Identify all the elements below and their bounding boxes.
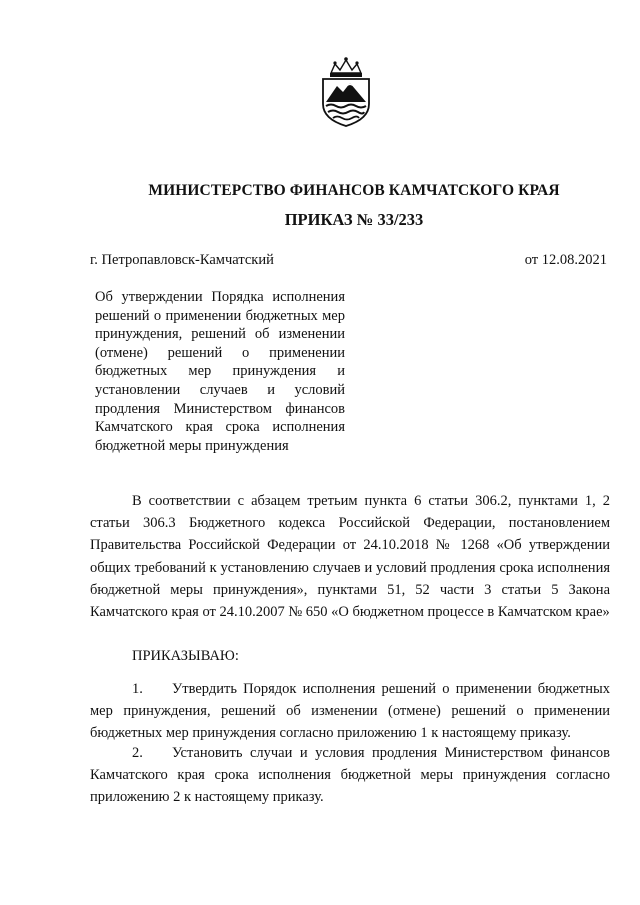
order-item-number: 2.: [132, 745, 143, 761]
preamble-paragraph: В соответствии с абзацем третьим пункта 6 статьи 306.2, пунктами 1, 2 статьи 306.3 Бюджетного кодекса Российской Федерации, постановлением Правительства Российской Федерации от 24.10.2018 № 1268 «Об утверждении общих требований к установлению случаев и условий продления срока исполнения бюджетной меры принуждения», пунктами 51, 52 части 3 статьи 5 Закона Камчатского края от 24.10.2007 № 650 «О бюджетном процессе в Камчатском крае»: [90, 493, 610, 621]
order-date: от 12.08.2021: [524, 252, 607, 268]
kamchatka-coat-of-arms-icon: [317, 56, 375, 128]
order-city: г. Петропавловск-Камчатский: [90, 252, 274, 268]
order-item-text: Установить случаи и условия продления Министерством финансов Камчатского края срока исполнения бюджетной меры принуждения согласно приложению 2 к настоящему приказу.: [90, 745, 610, 806]
ministry-title: МИНИСТЕРСТВО ФИНАНСОВ КАМЧАТСКОГО КРАЯ: [148, 182, 560, 199]
order-subject: Об утверждении Порядка исполнения решений о применении бюджетных мер принуждения, решений об изменении (отмене) решений о применении бюджетных мер принуждения и установлении случаев и условий продления Министерством финансов Камчатского края срока исполнения бюджетной меры принуждения: [95, 289, 345, 454]
order-item-number: 1.: [132, 681, 143, 697]
order-item: [90, 742, 610, 809]
order-item: [90, 678, 610, 745]
order-item-text: Утвердить Порядок исполнения решений о применении бюджетных мер принуждения, решений об изменении (отмене) решений о применении бюджетных мер принуждения согласно приложению 1 к настоящему приказу.: [90, 681, 610, 742]
order-title: ПРИКАЗ № 33/233: [284, 210, 424, 229]
order-word: ПРИКАЗЫВАЮ:: [132, 648, 239, 664]
